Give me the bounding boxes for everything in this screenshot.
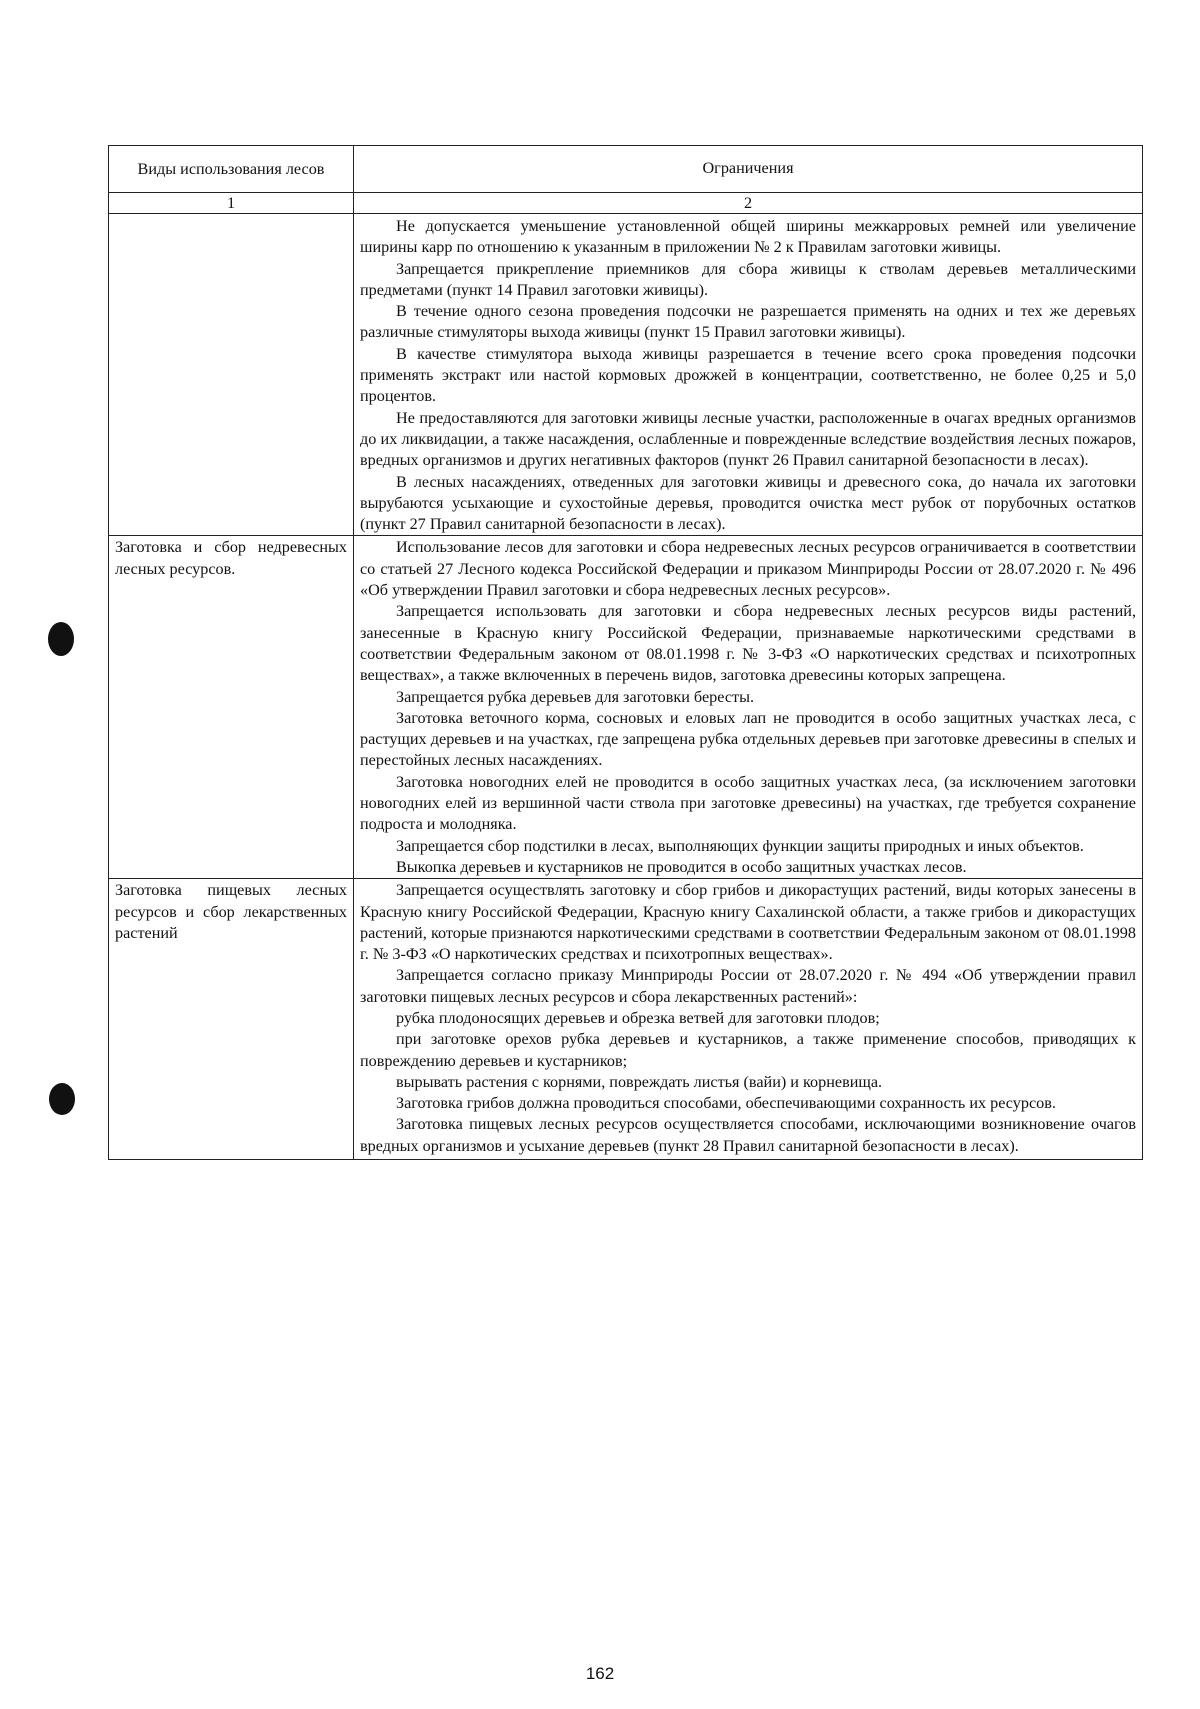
restriction-paragraph: Запрещается прикрепление приемников для сбора живицы к стволам деревьев металлическими предметами (пункт 14 Правил заготовки живицы).: [360, 259, 1136, 299]
restriction-paragraph: Заготовка пищевых лесных ресурсов осуществляется способами, исключающими возникновение очагов вредных организмов и усыхание деревьев (пункт 28 Правил санитарной безопасности в лесах).: [360, 1115, 1136, 1155]
header-forest-use-types: Виды использования лесов: [109, 146, 354, 193]
restriction-paragraph: Заготовка новогодних елей не проводится в особо защитных участках леса, (за исключением заготовки новогодних елей из вершинной части ствола при заготовке древесины) на участках, где требуется сохранение подроста и молодняка.: [360, 772, 1136, 834]
restriction-paragraph: Запрещается использовать для заготовки и сбора недревесных лесных ресурсов виды растений, занесенные в Красную книгу Российской Федерации, признаваемые наркотическими средствами в соответствии Федеральным законом от 08.01.1998 г. № 3-ФЗ «О наркотических средствах и психотропных веществах», а также включенных в перечень видов, заготовка древесины которых запрещена.: [360, 602, 1136, 685]
restriction-paragraph: В качестве стимулятора выхода живицы разрешается в течение всего срока проведения подсочки применять экстракт или настой кормовых дрожжей в концентрации, соответственно, не более 0,25 и 5,0 процентов.: [360, 344, 1136, 406]
restriction-paragraph: Заготовка грибов должна проводиться способами, обеспечивающими сохранность их ресурсов.: [396, 1094, 1056, 1113]
table-row-food-resources: [109, 879, 1143, 1160]
restriction-paragraph: Выкопка деревьев и кустарников не проводится в особо защитных участках лесов.: [396, 857, 967, 876]
row-type-label: Заготовка пищевых лесных ресурсов и сбор лекарственных растений: [115, 881, 347, 942]
table-row-resin: [109, 214, 1143, 536]
restriction-paragraph: вырывать растения с корнями, повреждать листья (вайи) и корневища.: [396, 1072, 883, 1091]
header-column-number-2: 2: [354, 193, 1143, 214]
row-type-label: Заготовка и сбор недревесных лесных ресурсов.: [115, 538, 347, 578]
restriction-paragraph: Не предоставляются для заготовки живицы лесные участки, расположенные в очагах вредных организмов до их ликвидации, а также насаждения, ослабленные и поврежденные вследствие воздействия лесных пожаров, вредных организмов и других негативных факторов (пункт 26 Правил санитарной безопасности в лесах).: [360, 408, 1136, 470]
restriction-paragraph: В лесных насаждениях, отведенных для заготовки живицы и древесного сока, до начала их заготовки вырубаются усыхающие и сухостойные деревья, проводится очистка мест рубок от порубочных остатков (пункт 27 Правил санитарной безопасности в лесах).: [360, 472, 1136, 534]
row-restrictions-cell: [354, 536, 1143, 879]
restriction-paragraph: Не допускается уменьшение установленной общей ширины межкарровых ремней или увеличение ширины карр по отношению к указанным в приложении № 2 к Правилам заготовки живицы.: [360, 217, 1136, 257]
row-type-cell: [109, 214, 354, 536]
header-column-number-1: 1: [109, 193, 354, 214]
header-restrictions: Ограничения: [354, 146, 1143, 193]
punch-hole-mark-top: [48, 622, 74, 656]
restriction-paragraph: Запрещается сбор подстилки в лесах, выполняющих функции защиты природных и иных объектов.: [396, 836, 1084, 855]
restriction-paragraph: Запрещается осуществлять заготовку и сбор грибов и дикорастущих растений, виды которых занесены в Красную книгу Российской Федерации, Красную книгу Сахалинской области, а также грибов и дикорастущих растений, которые признаются наркотическими средствами в соответствии Федеральным законом от 08.01.1998 г. № 3-ФЗ «О наркотических средствах и психотропных веществах».: [360, 881, 1136, 964]
row-type-cell: [109, 879, 354, 1160]
table-number-row: [109, 193, 1143, 214]
restriction-paragraph: Использование лесов для заготовки и сбора недревесных лесных ресурсов ограничивается в соответствии со статьей 27 Лесного кодекса Российской Федерации и приказом Минприроды России от 28.07.2020 г. № 496 «Об утверждении Правил заготовки и сбора недревесных лесных ресурсов».: [360, 538, 1136, 600]
restrictions-table: [108, 145, 1143, 1160]
restriction-paragraph: Запрещается согласно приказу Минприроды России от 28.07.2020 г. № 494 «Об утверждении правил заготовки пищевых лесных ресурсов и сбора лекарственных растений»:: [360, 966, 1136, 1006]
page-number: 162: [585, 1664, 615, 1683]
restriction-paragraph: Запрещается рубка деревьев для заготовки бересты.: [396, 687, 754, 706]
restriction-paragraph: рубка плодоносящих деревьев и обрезка ветвей для заготовки плодов;: [396, 1008, 880, 1027]
punch-hole-mark-bottom: [49, 1083, 75, 1115]
row-type-cell: [109, 536, 354, 879]
restriction-paragraph: В течение одного сезона проведения подсочки не разрешается применять на одних и тех же деревьях различные стимуляторы выхода живицы (пункт 15 Правил заготовки живицы).: [360, 302, 1136, 342]
row-restrictions-cell: [354, 879, 1143, 1160]
table-row-non-timber: [109, 536, 1143, 879]
row-restrictions-cell: [354, 214, 1143, 536]
table-header-row: [109, 146, 1143, 193]
restriction-paragraph: при заготовке орехов рубка деревьев и кустарников, а также применение способов, приводящих к повреждению деревьев и кустарников;: [360, 1030, 1136, 1070]
restriction-paragraph: Заготовка веточного корма, сосновых и еловых лап не проводится в особо защитных участках леса, с растущих деревьев и на участках, где запрещена рубка отдельных деревьев при заготовке древесины в спелых и перестойных лесных насаждениях.: [360, 708, 1136, 770]
